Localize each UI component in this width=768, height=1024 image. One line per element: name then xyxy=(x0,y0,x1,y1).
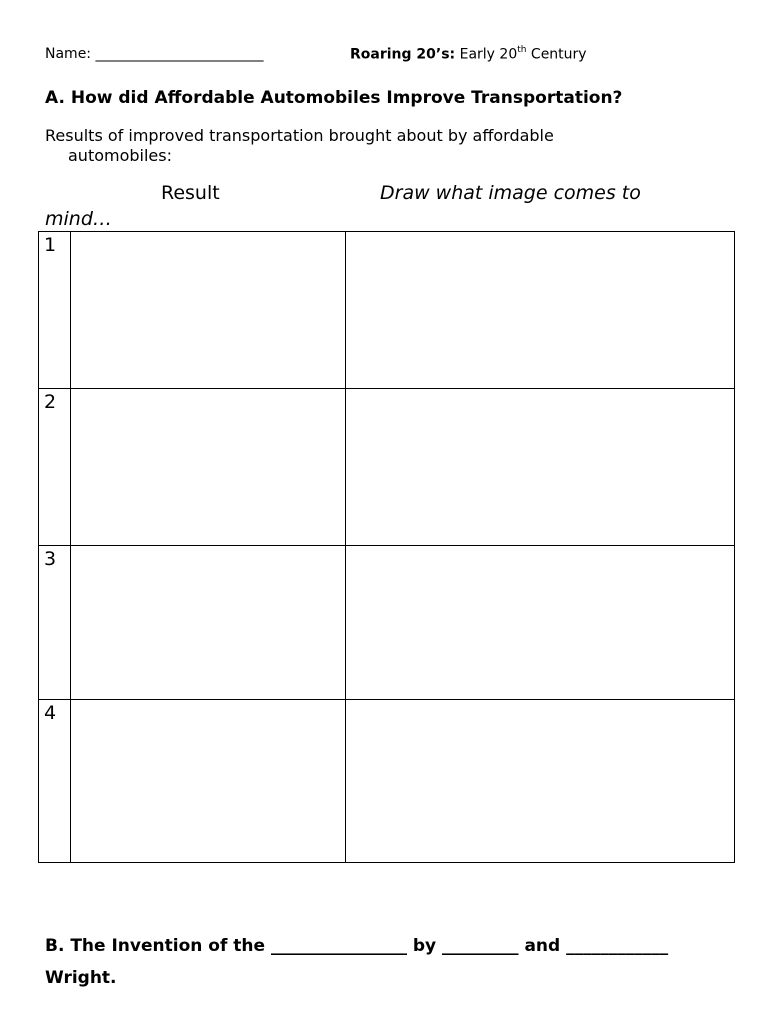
results-table xyxy=(38,231,735,863)
worksheet-title-rest: Early 20 xyxy=(455,46,518,63)
name-field-label: Name: ________________________ xyxy=(45,46,264,62)
section-a-heading: A. How did Affordable Automobiles Improve Transportation? xyxy=(45,88,623,108)
intro-line-1: Results of improved transportation brought about by affordable xyxy=(45,126,554,145)
worksheet-title-bold: Roaring 20’s: xyxy=(350,46,456,63)
table-row xyxy=(39,700,735,863)
drawing-cell[interactable] xyxy=(346,389,735,546)
table-row xyxy=(39,232,735,389)
row-number: 3 xyxy=(39,546,71,700)
intro-line-2: automobiles: xyxy=(68,146,172,165)
column-header-result: Result xyxy=(161,182,220,204)
drawing-cell[interactable] xyxy=(346,232,735,389)
worksheet-title xyxy=(350,46,587,63)
row-number: 1 xyxy=(39,232,71,389)
table-row xyxy=(39,389,735,546)
row-number: 4 xyxy=(39,700,71,863)
result-cell[interactable] xyxy=(71,232,346,389)
drawing-cell[interactable] xyxy=(346,700,735,863)
worksheet-title-sup: th xyxy=(517,45,527,55)
row-number: 2 xyxy=(39,389,71,546)
result-cell[interactable] xyxy=(71,389,346,546)
column-header-draw-continued: mind… xyxy=(45,208,112,230)
result-cell[interactable] xyxy=(71,546,346,700)
worksheet-title-end: Century xyxy=(526,46,587,63)
section-b-question: B. The Invention of the ________________ by _________ and ____________ Wright. xyxy=(45,936,669,988)
intro-text xyxy=(45,126,645,166)
table-row xyxy=(39,546,735,700)
column-header-draw: Draw what image comes to xyxy=(380,182,641,204)
drawing-cell[interactable] xyxy=(346,546,735,700)
result-cell[interactable] xyxy=(71,700,346,863)
